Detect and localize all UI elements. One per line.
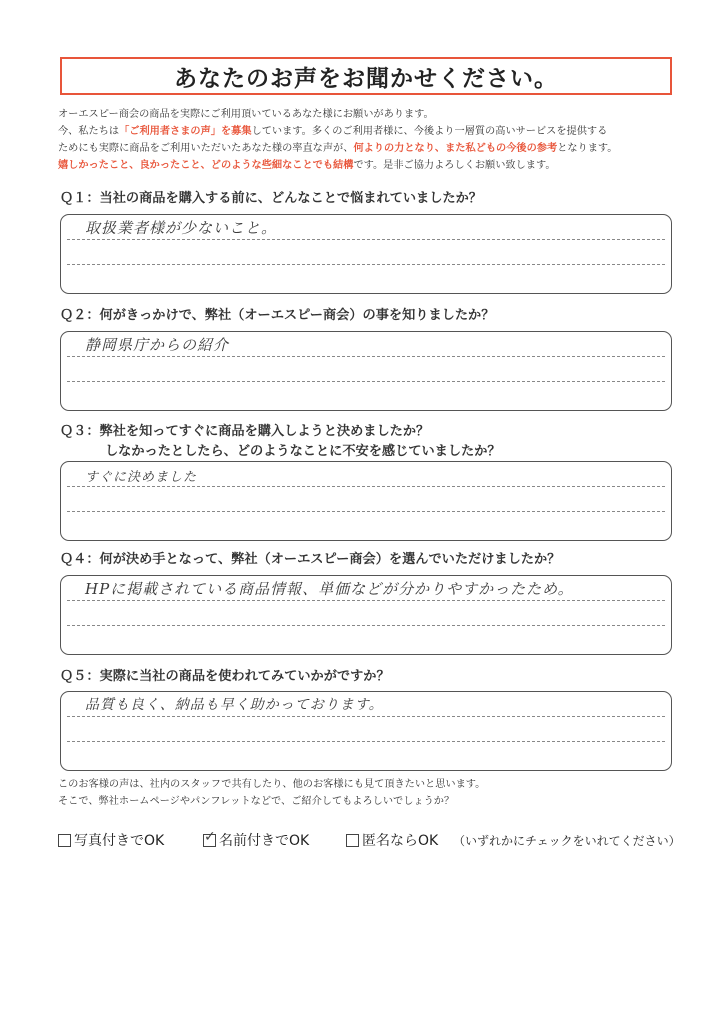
answer-rule <box>67 381 665 382</box>
question-3-label: Ｑ３：弊社を知ってすぐに商品を購入しようと決めましたか？ <box>60 424 430 439</box>
outro-line-1: このお客様の声は、社内のスタッフで共有したり、他のお客様にも見て頂きたいと思います。 <box>58 779 486 790</box>
answer-rule <box>67 486 665 487</box>
answer-2-text: 静岡県庁からの紹介 <box>85 336 230 354</box>
option-name-label: 名前付きでOK <box>219 833 310 849</box>
intro-highlight: 「ご利用者さまの声」を募集 <box>119 126 252 137</box>
option-note: （いずれかにチェックをいれてください） <box>453 834 681 848</box>
option-name[interactable] <box>203 830 309 850</box>
question-1-label: Ｑ１：当社の商品を購入する前に、どんなことで悩まれていましたか？ <box>60 191 482 206</box>
intro-highlight: 嬉しかったこと、良かったこと、どのような些細なことでも結構 <box>58 160 354 171</box>
answer-rule <box>67 239 665 240</box>
intro-line-3 <box>58 140 698 157</box>
answer-rule <box>67 741 665 742</box>
question-3-label-line-2: しなかったとしたら、どのようなことに不安を感じていましたか？ <box>105 444 501 459</box>
answer-box-1[interactable] <box>60 214 672 294</box>
intro-text-segment: となります。 <box>557 143 618 154</box>
anonymous-checkbox[interactable] <box>346 834 359 847</box>
answer-box-4[interactable] <box>60 575 672 655</box>
answer-box-3[interactable] <box>60 461 672 541</box>
option-anonymous[interactable] <box>346 830 438 850</box>
intro-line-4 <box>58 157 698 174</box>
answer-5-text: 品質も良く、納品も早く助かっております。 <box>85 697 384 713</box>
answer-rule <box>67 356 665 357</box>
answer-4-text: HPに掲載されている商品情報、単価などが分かりやすかったため。 <box>85 580 574 598</box>
answer-rule <box>67 625 665 626</box>
answer-rule <box>67 511 665 512</box>
answer-rule <box>67 716 665 717</box>
answer-rule <box>67 600 665 601</box>
intro-text-segment: 今、私たちは <box>58 126 120 137</box>
answer-box-5[interactable] <box>60 691 672 771</box>
outro-text <box>58 776 485 810</box>
option-photo[interactable] <box>58 830 164 850</box>
intro-text <box>58 106 698 174</box>
answer-3-text: すぐに決めました <box>85 470 198 485</box>
answer-rule <box>67 264 665 265</box>
outro-line-2: そこで、弊社ホームページやパンフレットなどで、ご紹介してもよろしいでしょうか？ <box>58 796 455 807</box>
option-photo-label: 写真付きでOK <box>74 833 165 849</box>
option-anonymous-label: 匿名ならOK <box>362 833 439 849</box>
question-5-label: Ｑ５：実際に当社の商品を使われてみていかがですか？ <box>60 669 390 684</box>
title-box <box>60 57 672 95</box>
question-2-label: Ｑ２：何がきっかけで、弊社（オーエスピー商会）の事を知りましたか？ <box>60 308 495 323</box>
consent-options <box>58 828 681 850</box>
intro-text-segment: ためにも実際に商品をご利用いただいたあなた様の率直な声が、 <box>58 143 354 154</box>
answer-box-2[interactable] <box>60 331 672 411</box>
answer-1-text: 取扱業者様が少ないこと。 <box>85 219 278 237</box>
photo-checkbox[interactable] <box>58 834 71 847</box>
intro-highlight: 何よりの力となり、また私どもの今後の参考 <box>353 143 558 154</box>
intro-text-segment: しています。多くのご利用者様に、今後より一層質の高いサービスを提供する <box>251 126 608 137</box>
intro-line-2 <box>58 123 698 140</box>
name-checkbox[interactable] <box>203 828 216 847</box>
check-mark-icon: ✓ <box>204 828 216 845</box>
intro-line-1: オーエスピー商会の商品を実際にご利用頂いているあなた様にお願いがあります。 <box>58 109 434 120</box>
page-title: あなたのお声をお聞かせください。 <box>174 65 558 92</box>
question-4-label: Ｑ４：何が決め手となって、弊社（オーエスピー商会）を選んでいただけましたか？ <box>60 552 561 567</box>
intro-text-segment: です。是非ご協力よろしくお願い致します。 <box>353 160 556 171</box>
